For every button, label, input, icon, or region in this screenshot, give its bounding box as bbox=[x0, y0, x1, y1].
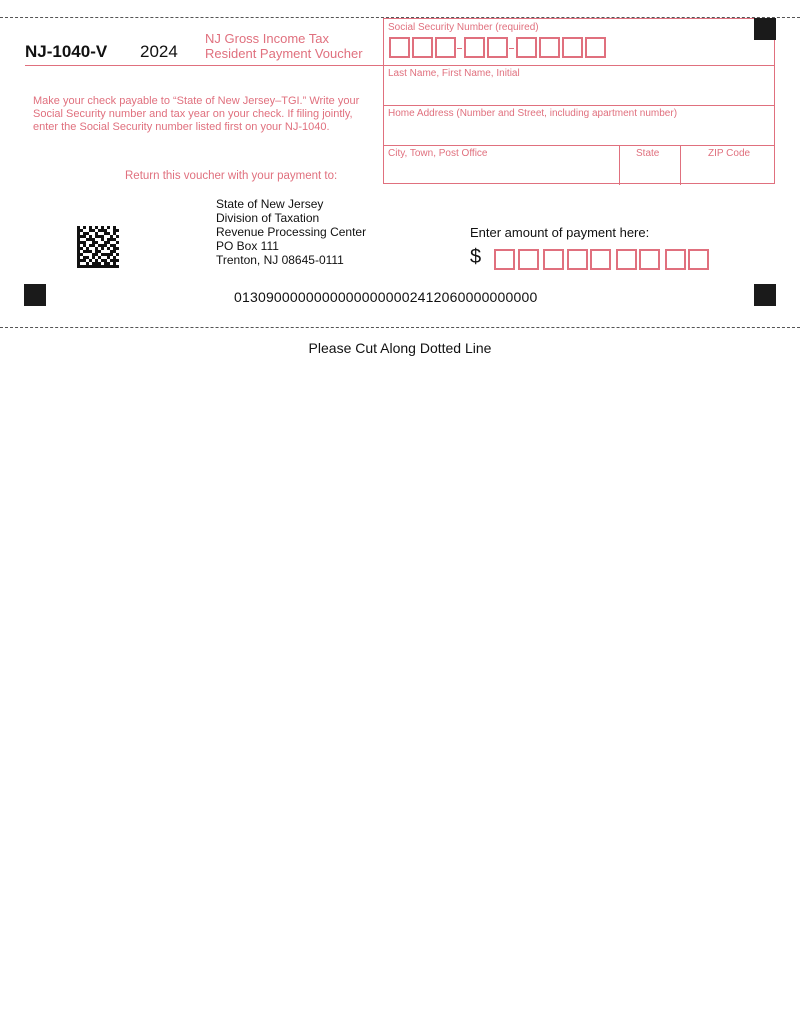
registration-mark-bottom-right bbox=[754, 284, 776, 306]
registration-mark-top-right bbox=[754, 18, 776, 40]
ssn-label: Social Security Number (required) bbox=[388, 22, 539, 33]
ssn-digit-box[interactable] bbox=[539, 37, 560, 58]
zip-label: ZIP Code bbox=[708, 148, 751, 159]
field-divider bbox=[619, 145, 620, 185]
data-matrix-barcode-icon bbox=[77, 226, 119, 268]
address-line: Revenue Processing Center bbox=[216, 225, 367, 239]
ssn-digit-box[interactable] bbox=[487, 37, 508, 58]
payment-amount-label: Enter amount of payment here: bbox=[470, 225, 650, 240]
field-divider bbox=[384, 65, 774, 66]
home-address-label: Home Address (Number and Street, including apartment number) bbox=[388, 108, 678, 119]
field-divider bbox=[384, 145, 774, 146]
return-voucher-label: Return this voucher with your payment to: bbox=[125, 170, 338, 182]
ssn-digit-box[interactable] bbox=[516, 37, 537, 58]
subtitle-line-1: NJ Gross Income Tax bbox=[205, 31, 330, 46]
mailing-address bbox=[216, 197, 366, 267]
ssn-digit-box[interactable] bbox=[562, 37, 583, 58]
header-rule bbox=[25, 65, 383, 66]
cut-perforation-line bbox=[0, 327, 800, 328]
amount-digit-box[interactable] bbox=[543, 249, 564, 270]
scanline-code: 01309000000000000000002412060000000000 bbox=[234, 289, 538, 305]
ssn-digit-box[interactable] bbox=[435, 37, 456, 58]
amount-digit-box[interactable] bbox=[494, 249, 515, 270]
amount-digit-box[interactable] bbox=[665, 249, 686, 270]
registration-mark-bottom-left bbox=[24, 284, 46, 306]
form-subtitle bbox=[205, 31, 363, 61]
address-line: Division of Taxation bbox=[216, 211, 320, 225]
ssn-digit-box[interactable] bbox=[412, 37, 433, 58]
subtitle-line-2: Resident Payment Voucher bbox=[205, 46, 363, 61]
ssn-separator bbox=[457, 48, 462, 49]
amount-digit-box[interactable] bbox=[590, 249, 611, 270]
address-line: Trenton, NJ 08645-0111 bbox=[216, 253, 344, 267]
ssn-digit-box[interactable] bbox=[585, 37, 606, 58]
amount-digit-box[interactable] bbox=[616, 249, 637, 270]
field-divider bbox=[384, 105, 774, 106]
tax-year: 2024 bbox=[140, 42, 178, 61]
name-label: Last Name, First Name, Initial bbox=[388, 68, 520, 79]
state-label: State bbox=[636, 148, 660, 159]
address-line: State of New Jersey bbox=[216, 197, 324, 211]
amount-digit-box[interactable] bbox=[567, 249, 588, 270]
ssn-digit-box[interactable] bbox=[464, 37, 485, 58]
amount-digit-box[interactable] bbox=[518, 249, 539, 270]
ssn-separator bbox=[509, 48, 514, 49]
amount-digit-box[interactable] bbox=[688, 249, 709, 270]
address-line: PO Box 111 bbox=[216, 239, 279, 253]
city-label: City, Town, Post Office bbox=[388, 148, 488, 159]
form-number: NJ-1040-V bbox=[25, 42, 108, 61]
ssn-digit-box[interactable] bbox=[389, 37, 410, 58]
currency-symbol: $ bbox=[470, 246, 482, 268]
cut-instruction: Please Cut Along Dotted Line bbox=[308, 340, 492, 356]
payment-instructions: Make your check payable to “State of New Jersey–TGI.” Write your Social Security number and tax year on your check. If filing jointly, enter the Social Security number listed first on your NJ-1040. bbox=[33, 95, 360, 133]
amount-digit-box[interactable] bbox=[639, 249, 660, 270]
field-divider bbox=[680, 145, 681, 185]
